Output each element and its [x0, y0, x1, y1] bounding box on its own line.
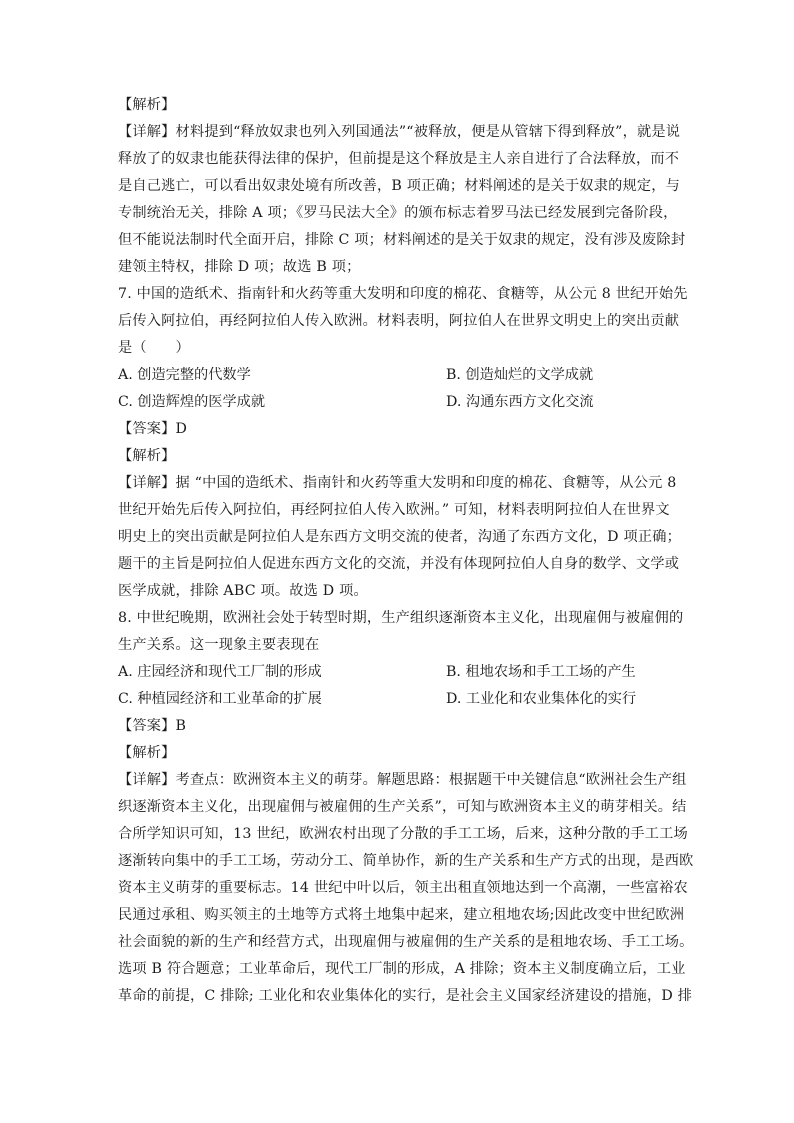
q7-option-d: D. 沟通东西方文化交流: [446, 394, 594, 410]
q7-option-c: C. 创造辉煌的医学成就: [118, 394, 266, 410]
q7-stem-line-2: 后传入阿拉伯，再经阿拉伯人传入欧洲。材料表明，阿拉伯人在世界文明史上的突出贡献: [118, 313, 680, 329]
q7-stem-line-1: 7. 中国的造纸术、指南针和火药等重大发明和印度的棉花、食糖等，从公元 8 世纪开始先: [118, 286, 688, 302]
q8-option-a: A. 庄园经济和现代工厂制的形成: [118, 664, 322, 680]
q7-answer: 【答案】D: [118, 421, 188, 437]
q7-detail-line-3: 明史上的突出贡献是阿拉伯人是东西方文明交流的使者，沟通了东西方文化，D 项正确；: [118, 529, 682, 545]
document-page: [118, 92, 694, 1010]
q8-detail-line-8: 选项 B 符合题意；工业革命后，现代工厂制的形成，A 排除；资本主义制度确立后，工业: [118, 961, 686, 977]
q6-detail-line-1: 【详解】材料提到“释放奴隶也列入列国通法”“被释放，便是从管辖下得到释放”，就是说: [118, 124, 681, 140]
q7-analysis-tag: 【解析】: [118, 448, 176, 464]
q7-options-row-2: [118, 389, 678, 416]
q8-detail-line-2: 织逐渐资本主义化，出现雇佣与被雇佣的生产关系”，可知与欧洲资本主义的萌芽相关。结: [118, 799, 687, 815]
q8-option-c: C. 种植园经济和工业革命的扩展: [118, 691, 322, 707]
q8-detail-line-3: 合所学知识可知，13 世纪，欧洲农村出现了分散的手工工场，后来，这种分散的手工工场: [118, 826, 688, 842]
q6-detail-line-6: 建领主特权，排除 D 项；故选 B 项；: [118, 259, 361, 275]
q7-detail-line-1: 【详解】据 “中国的造纸术、指南针和火药等重大发明和印度的棉花、食糖等，从公元 8: [118, 475, 677, 491]
q6-detail-line-4: 专制统治无关，排除 A 项；《罗马民法大全》的颁布标志着罗马法已经发展到完备阶段，: [118, 205, 678, 221]
q6-detail-line-3: 是自己逃亡，可以看出奴隶处境有所改善，B 项正确；材料阐述的是关于奴隶的规定，与: [118, 178, 681, 194]
q8-stem-line-2: 生产关系。这一现象主要表现在: [118, 637, 320, 653]
q7-detail-line-2: 世纪开始先后传入阿拉伯，再经阿拉伯人传入欧洲。” 可知，材料表明阿拉伯人在世界文: [118, 502, 670, 518]
q7-options-row-1: [118, 362, 678, 389]
q8-analysis-tag: 【解析】: [118, 745, 176, 761]
q8-option-d: D. 工业化和农业集体化的实行: [446, 691, 637, 707]
q8-options-row-1: [118, 659, 678, 686]
q7-detail-line-5: 医学成就，排除 ABC 项。故选 D 项。: [118, 583, 368, 599]
q6-detail-line-2: 释放了的奴隶也能获得法律的保护，但前提是这个释放是主人亲自进行了合法释放，而不: [118, 151, 680, 167]
q8-stem-line-1: 8. 中世纪晚期，欧洲社会处于转型时期，生产组织逐渐资本主义化，出现雇佣与被雇佣的: [118, 610, 684, 626]
q8-options-row-2: [118, 686, 678, 713]
q7-option-b: B. 创造灿烂的文学成就: [446, 367, 594, 383]
q8-option-b: B. 租地农场和手工工场的产生: [446, 664, 636, 680]
q6-detail-line-5: 但不能说法制时代全面开启，排除 C 项；材料阐述的是关于奴隶的规定，没有涉及废除封: [118, 232, 686, 248]
q7-stem-line-3: 是（ ）: [118, 340, 190, 356]
q8-detail-line-6: 民通过承租、购买领主的土地等方式将土地集中起来，建立租地农场;因此改变中世纪欧洲: [118, 907, 685, 923]
q7-option-a: A. 创造完整的代数学: [118, 367, 251, 383]
q8-detail-line-7: 社会面貌的新的生产和经营方式，出现雇佣与被雇佣的生产关系的是租地农场、手工工场。: [118, 934, 694, 950]
q8-detail-line-5: 资本主义萌芽的重要标志。14 世纪中叶以后，领主出租直领地达到一个高潮，一些富裕农: [118, 880, 688, 896]
q8-answer: 【答案】B: [118, 718, 187, 734]
q6-analysis-tag: 【解析】: [118, 97, 176, 113]
q7-detail-line-4: 题干的主旨是阿拉伯人促进东西方文化的交流，并没有体现阿拉伯人自身的数学、文学或: [118, 556, 680, 572]
q8-detail-line-4: 逐渐转向集中的手工工场，劳动分工、简单协作，新的生产关系和生产方式的出现，是西欧: [118, 853, 694, 869]
q8-detail-line-1: 【详解】考查点：欧洲资本主义的萌芽。解题思路：根据题干中关键信息“欧洲社会生产组: [118, 772, 687, 788]
q8-detail-line-9: 革命的前提，C 排除; 工业化和农业集体化的实行，是社会主义国家经济建设的措施，D 排: [118, 988, 693, 1004]
